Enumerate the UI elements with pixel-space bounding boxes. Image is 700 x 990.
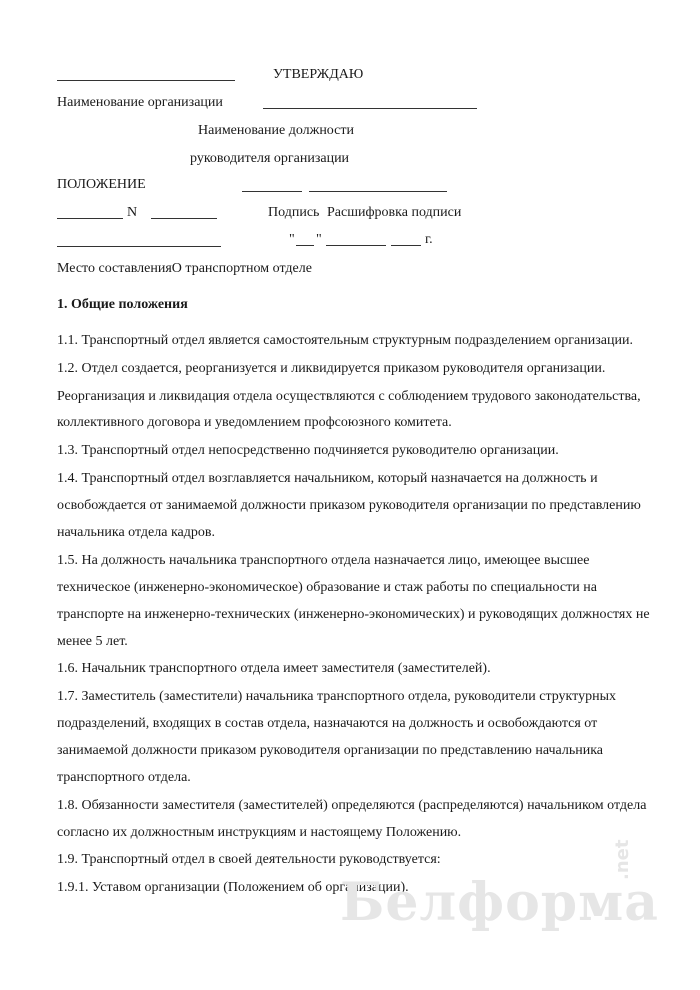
body-line: 1.9. Транспортный отдел в своей деятельности руководствуется: <box>57 852 441 867</box>
body-line: 1.5. На должность начальника транспортного отдела назначается лицо, имеющее высшее <box>57 553 590 568</box>
doc-number-line <box>151 218 217 219</box>
date-open-quote: " <box>289 232 295 247</box>
place-line <box>57 246 221 247</box>
number-sign: N <box>127 205 138 220</box>
body-line: подразделений, входящих в состав отдела, назначаются на должность и освобождаются от <box>57 716 598 731</box>
signature-decode-label: Расшифровка подписи <box>327 205 462 220</box>
body-line: начальника отдела кадров. <box>57 525 216 540</box>
body-line: 1.3. Транспортный отдел непосредственно подчиняется руководителю организации. <box>57 443 559 458</box>
signature-decode-line <box>309 191 447 192</box>
org-name-label: Наименование организации <box>57 95 223 110</box>
place-and-title: Место составленияО транспортном отделе <box>57 261 312 276</box>
section-title: 1. Общие положения <box>57 297 188 312</box>
body-line: 1.6. Начальник транспортного отдела имеет заместителя (заместителей). <box>57 661 491 676</box>
watermark-logo: Белформа <box>340 872 659 933</box>
org-name-line <box>263 108 477 109</box>
date-month-line <box>326 245 386 246</box>
position-label-line2: руководителя организации <box>190 151 350 166</box>
body-line: 1.7. Заместитель (заместители) начальника транспортного отдела, руководители структурных <box>57 689 617 704</box>
body-line: 1.9.1. Уставом организации (Положением об организации). <box>57 880 409 895</box>
date-close-quote: " <box>316 232 322 247</box>
body-line: техническое (инженерно-экономическое) образование и стаж работы по специальности на <box>57 580 597 595</box>
position-label-line1: Наименование должности <box>198 123 354 138</box>
body-line: менее 5 лет. <box>57 634 128 649</box>
body-line: 1.8. Обязанности заместителя (заместителей) определяются (распределяются) начальником отдела <box>57 798 647 813</box>
date-day-line <box>296 245 314 246</box>
body-line: 1.2. Отдел создается, реорганизуется и ликвидируется приказом руководителя организации. <box>57 361 606 376</box>
body-line: занимаемой должности приказом руководителя организации по представлению начальника <box>57 743 604 758</box>
body-line: 1.1. Транспортный отдел является самостоятельным структурным подразделением организации. <box>57 333 633 348</box>
body-line: коллективного договора и уведомлением профсоюзного комитета. <box>57 415 452 430</box>
year-suffix: г. <box>425 232 433 247</box>
watermark-suffix: .net <box>612 839 633 880</box>
signature-line <box>242 191 302 192</box>
body-line: транспорте на инженерно-технических (инженерно-экономических) и руководящих должностях не <box>57 607 650 622</box>
body-line: освобождается от занимаемой должности приказом руководителя организации по представлению <box>57 498 641 513</box>
org-blank-line <box>57 80 235 81</box>
body-line: 1.4. Транспортный отдел возглавляется начальником, который назначается на должность и <box>57 471 598 486</box>
doc-type-label: ПОЛОЖЕНИЕ <box>57 177 146 192</box>
signature-label: Подпись <box>268 205 320 220</box>
doc-date-line <box>57 218 123 219</box>
body-line: согласно их должностным инструкциям и настоящему Положению. <box>57 825 462 840</box>
body-line: транспортного отдела. <box>57 770 191 785</box>
body-line: Реорганизация и ликвидация отдела осуществляются с соблюдением трудового законодательства, <box>57 389 641 404</box>
approve-label: УТВЕРЖДАЮ <box>273 67 364 82</box>
date-year-line <box>391 245 421 246</box>
